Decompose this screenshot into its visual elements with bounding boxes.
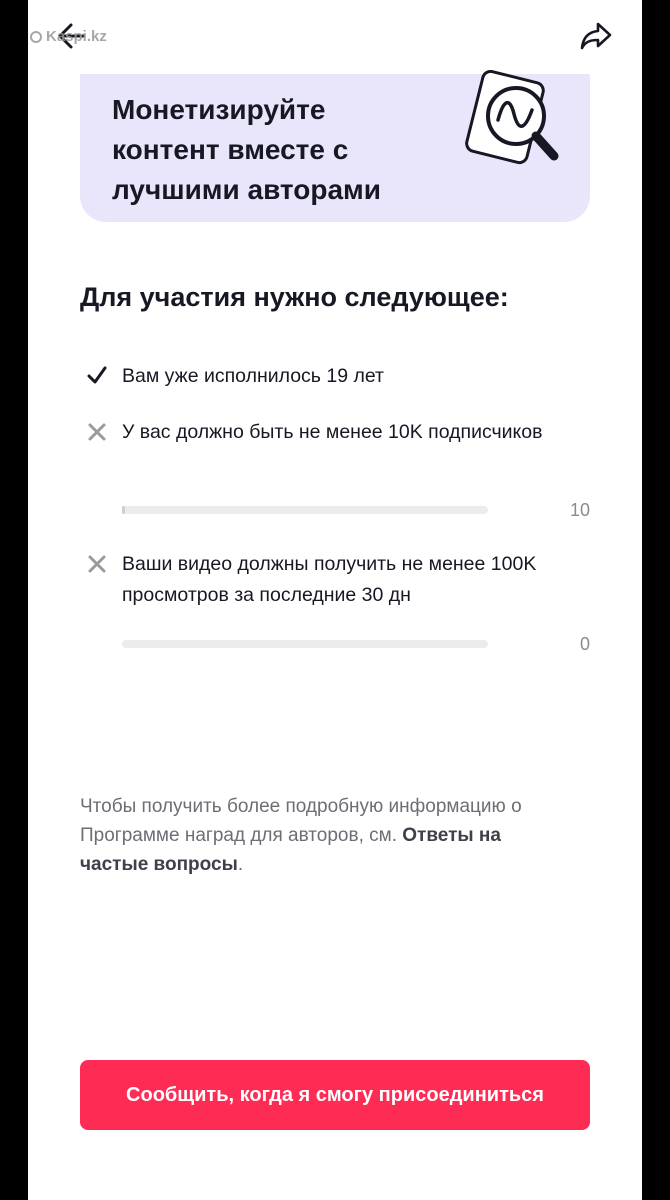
magnifier-chart-icon [454,70,584,180]
views-progress-value: 0 [579,634,590,654]
followers-progress-value: 10 [569,500,590,520]
progress-fill [122,506,125,514]
watermark [30,28,107,45]
followers-progress-bar [122,506,488,514]
faq-link[interactable]: Ответы на частые вопросы [80,825,501,875]
info-body: Чтобы получить более подробную информацию о Программе наград для авторов, см. [80,796,522,846]
requirement-text: У вас должно быть не менее 10K подписчиков [122,421,543,443]
requirement-text: Ваши видео должны получить не менее 100K просмотров за последние 30 дн [122,553,537,606]
info-end: . [237,854,244,875]
cross-icon [86,420,108,442]
requirements-title: Для участия нужно следующее: [80,282,509,312]
checkmark-icon [86,364,108,386]
share-button[interactable] [574,16,618,56]
requirement-text: Вам уже исполнилось 19 лет [122,365,384,387]
banner-title: Монетизируйте контент вместе с лучшими авторами [112,94,381,205]
info-text [80,792,550,879]
notify-when-eligible-button[interactable]: Сообщить, когда я смогу присоединиться [80,1060,590,1130]
share-arrow-icon [579,21,613,51]
screen [28,0,642,1200]
watermark-text: Kaspi.kz [46,28,107,45]
kaspi-logo-icon [30,31,42,43]
views-progress-bar [122,640,488,648]
cross-icon [86,552,108,574]
monetization-banner [80,74,590,222]
